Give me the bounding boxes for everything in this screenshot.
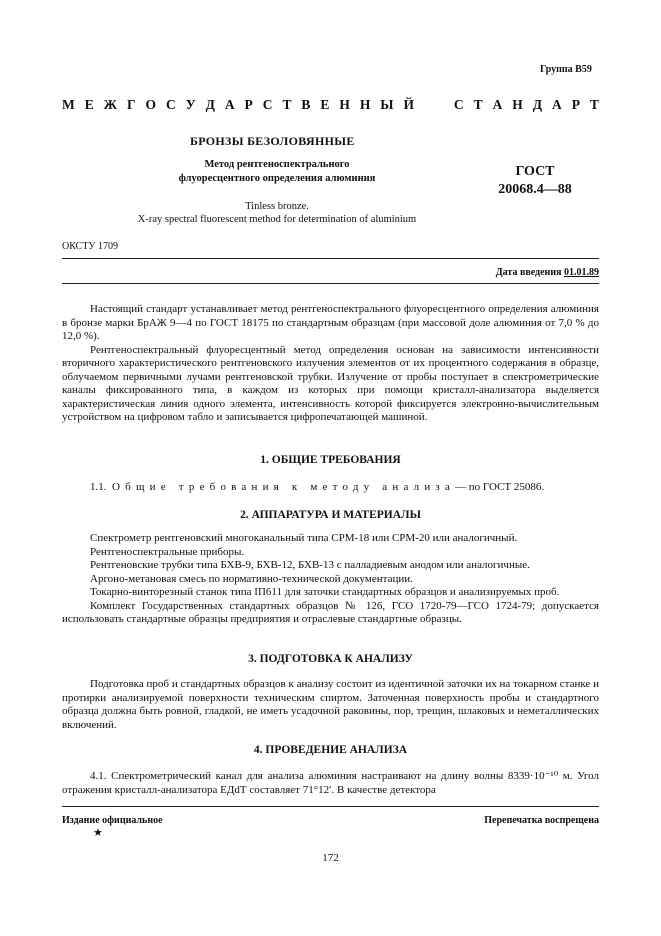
footer-divider: [62, 806, 599, 807]
clause-number: 1.1.: [90, 481, 107, 493]
banner-letter: М: [62, 97, 75, 112]
banner-letter: С: [166, 97, 176, 112]
banner-letter: А: [492, 97, 503, 112]
banner-letter: Т: [473, 97, 483, 112]
page-number: 172: [322, 852, 339, 864]
banner-letter: Е: [320, 97, 330, 112]
banner-letter: Ы: [380, 97, 394, 112]
paragraph: Подготовка проб и стандартных образцов к анализу состоит из идентичной заточки их на токарном станке и протирки анализируемой поверхности техническим спиртом. Заточенная поверхность пробы и стандартного образца должна быть ровной, гладкой, не иметь усадочной раковины, пор, трещин, шлаковых и неметаллических включений.: [62, 678, 599, 731]
section-4-text: [62, 770, 599, 797]
date-value: 01.01.89: [564, 267, 599, 278]
section-3-heading: 3. ПОДГОТОВКА К АНАЛИЗУ: [248, 653, 413, 665]
equipment-item: Рентгеноспектральные приборы.: [90, 545, 245, 558]
english-title: [100, 200, 454, 226]
banner-letter: В: [301, 97, 311, 112]
group-code: Группа В59: [540, 64, 592, 75]
clause-text: — по ГОСТ 25086.: [455, 481, 545, 493]
gost-label: ГОСТ: [515, 164, 555, 179]
equipment-item: Токарно-винторезный станок типа ІП611 для заточки стандартных образцов и анализируемых проб.: [90, 586, 560, 598]
divider: [62, 283, 599, 284]
clause-title: Общие требования к методу анализа: [112, 481, 456, 493]
subtitle-line: Метод рентгеноспектрального: [204, 159, 350, 170]
equipment-item: Рентгеновские трубки типа БХВ-9, БХВ-12, БХВ-13 с палладиевым анодом или аналогичные.: [90, 559, 530, 571]
paragraph: Настоящий стандарт устанавливает метод рентгеноспектрального флуоресцентного определения алюминия в бронзе марки БрАЖ 9—4 по ГОСТ 18175 по стандартным образцам (при массовой доле алюминия от 7,0 % до 12,0 %).: [62, 303, 599, 342]
equipment-item: Комплект Государственных стандартных образцов № 126, ГСО 1720-79—ГСО 1724-79; допускается использовать стандартные образцы предприятия и отраслевые стандартные образцы.: [62, 599, 599, 625]
banner-letter: У: [185, 97, 196, 112]
gost-number: 20068.4—88: [498, 182, 572, 197]
banner-letter: О: [145, 97, 157, 112]
intro-text: [62, 303, 599, 425]
star-icon: ★: [93, 827, 103, 839]
oksty-code: ОКСТУ 1709: [62, 241, 119, 252]
section-2-text: [62, 532, 599, 627]
banner-letter: Р: [571, 97, 580, 112]
section-3-text: [62, 678, 599, 732]
divider: [62, 258, 599, 259]
effective-date: [496, 267, 599, 278]
document-title: БРОНЗЫ БЕЗОЛОВЯННЫЕ: [190, 134, 355, 148]
banner-letter: Д: [205, 97, 215, 112]
banner-letter: А: [224, 97, 235, 112]
official-edition-label: Издание официальное: [62, 815, 163, 826]
section-2-heading: 2. АППАРАТУРА И МАТЕРИАЛЫ: [240, 509, 421, 521]
reprint-prohibited-label: Перепечатка воспрещена: [484, 815, 599, 826]
banner-letter: Н: [359, 97, 371, 112]
banner-letter: Р: [244, 97, 253, 112]
subtitle-line: флуоресцентного определения алюминия: [178, 173, 376, 184]
equipment-item: Спектрометр рентгеновский многоканальный типа СРМ-18 или СРМ-20 или аналогичный.: [90, 532, 518, 544]
gost-designation: [480, 163, 590, 199]
banner-letter: С: [453, 97, 464, 112]
banner-letter: Й: [403, 97, 415, 112]
section-1-heading: 1. ОБЩИЕ ТРЕБОВАНИЯ: [260, 454, 401, 466]
section-4-heading: 4. ПРОВЕДЕНИЕ АНАЛИЗА: [253, 744, 408, 756]
banner-letter: А: [552, 97, 562, 112]
banner-letter: Е: [84, 97, 94, 112]
paragraph: Рентгеноспектральный флуоресцентный метод определения основан на зависимости интенсивности вторичного характеристического рентгеновского излучения элементов от их процентного содержания в образце, облучаемом первичными лучами рентгеновской трубки. Излучение от пробы поступает в спектрометрические каналы фиксированного типа, в каждом из которых при помощи кристалл-анализатора выделяется характеристическая линия одного элемента, интенсивность которой фиксируется электронно-вычислительным устройством на цифровом табло и записывается цифропечатающей машиной.: [62, 343, 599, 423]
banner-letter: Н: [339, 97, 350, 112]
english-title-line: Tinless bronze.: [245, 201, 309, 212]
section-1-text: [62, 481, 599, 495]
banner-letter: Т: [282, 97, 292, 112]
interstate-standard-banner: [62, 97, 599, 113]
english-title-line: X-ray spectral fluorescent method for determination of aluminium: [137, 214, 417, 225]
date-label: Дата введения: [495, 267, 562, 278]
banner-gap: [424, 97, 444, 113]
paragraph: 4.1. Спектрометрический канал для анализа алюминия настраивают на длину волны 8339·10⁻¹⁰ м. Угол отражения кристалл-анализатора ЕДdТ составляет 71°12′. В качестве детектора: [62, 770, 599, 796]
banner-letter: Т: [589, 97, 599, 112]
banner-letter: Д: [532, 97, 543, 112]
banner-letter: Ж: [103, 97, 118, 112]
banner-letter: С: [262, 97, 273, 112]
document-subtitle: [166, 158, 388, 186]
banner-letter: Н: [512, 97, 523, 112]
banner-letter: Г: [126, 97, 136, 112]
equipment-item: Аргоно-метановая смесь по нормативно-технической документации.: [90, 572, 413, 585]
